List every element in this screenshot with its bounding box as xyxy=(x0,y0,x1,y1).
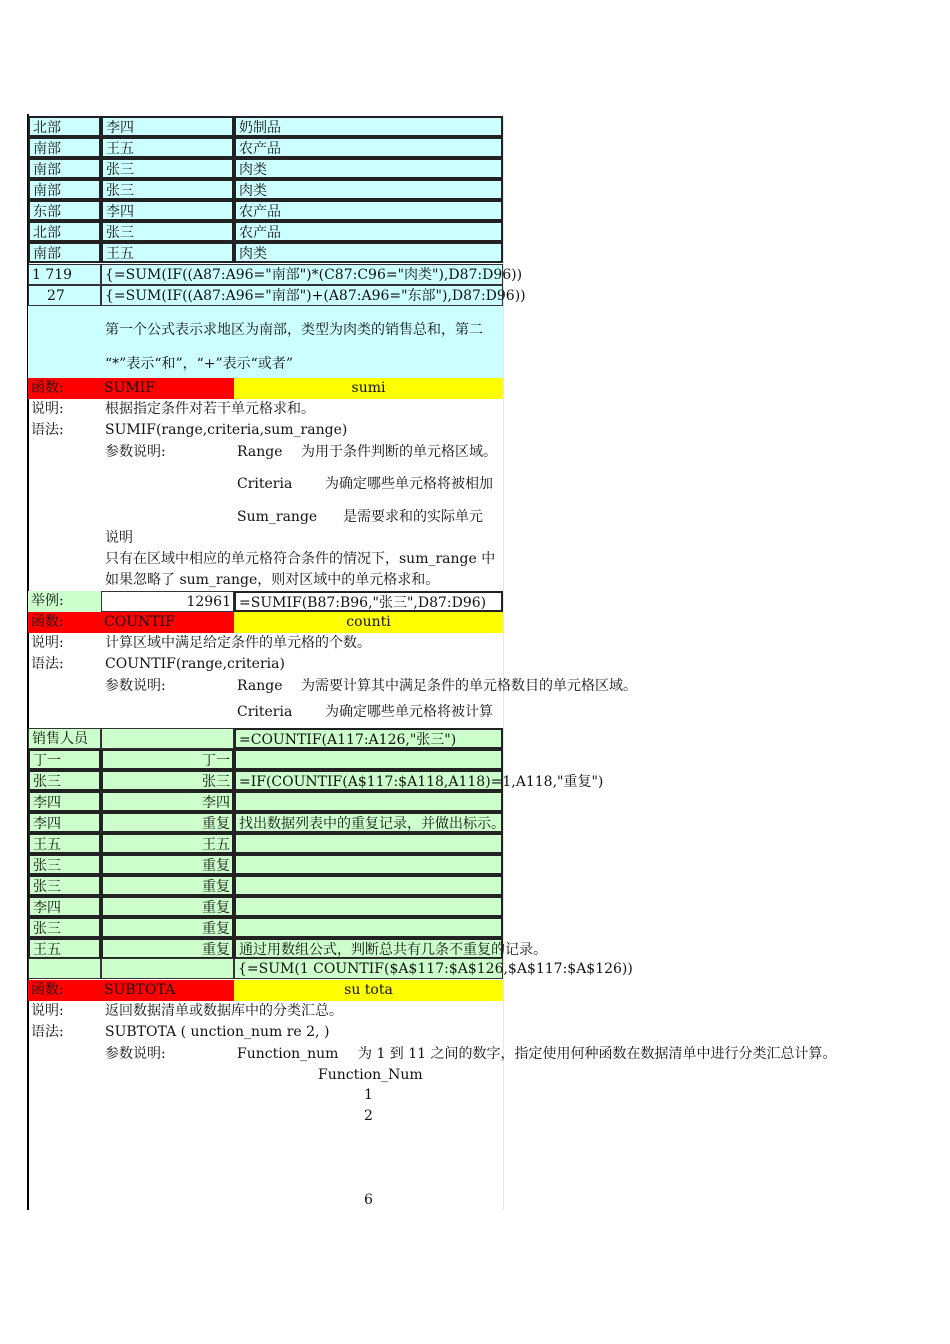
sumif-example-value[interactable]: 12961 xyxy=(101,591,234,612)
array-value-2[interactable]: 27 xyxy=(28,285,101,306)
region-cell[interactable]: 东部 xyxy=(28,200,101,221)
dup-result-cell[interactable]: 王五 xyxy=(101,833,234,854)
countif-name[interactable]: COUNTIF xyxy=(101,612,234,633)
salesperson-cell[interactable]: 李四 xyxy=(101,200,234,221)
subtotal-syntax: SUBTOTA ( unction_num re 2, ) xyxy=(105,1024,330,1040)
sumif-desc: 根据指定条件对若干单元格求和。 xyxy=(105,401,315,417)
subtotal-desc: 返回数据清单或数据库中的分类汇总。 xyxy=(105,1003,343,1019)
dup-name-cell[interactable]: 王五 xyxy=(28,938,101,959)
sumif-param2-name: Criteria xyxy=(237,476,293,492)
dup-result-cell[interactable]: 重复 xyxy=(101,938,234,959)
region-cell[interactable]: 南部 xyxy=(28,242,101,263)
region-cell[interactable]: 南部 xyxy=(28,179,101,200)
dup-last-blank-a[interactable] xyxy=(28,958,101,979)
sumif-tag[interactable]: sumi xyxy=(234,378,503,399)
sumif-name[interactable]: SUMIF xyxy=(101,378,234,399)
dup-name-cell[interactable]: 李四 xyxy=(28,791,101,812)
countif-desc: 计算区域中满足给定条件的单元格的个数。 xyxy=(105,635,371,651)
dup-note-cell[interactable] xyxy=(234,875,503,896)
subtotal-syntax-label: 语法: xyxy=(31,1024,64,1040)
salesperson-cell[interactable]: 李四 xyxy=(101,116,234,137)
sumif-label[interactable]: 函数: xyxy=(28,378,101,399)
region-cell[interactable]: 南部 xyxy=(28,158,101,179)
sumif-syntax: SUMIF(range,criteria,sum_range) xyxy=(105,422,348,438)
countif-params-label: 参数说明: xyxy=(105,678,166,694)
category-cell[interactable]: 奶制品 xyxy=(234,116,503,137)
dup-note-cell[interactable]: =IF(COUNTIF(A$117:$A118,A118)=1,A118,"重复") xyxy=(234,770,503,791)
sumif-params-label: 参数说明: xyxy=(105,444,166,460)
subtotal-label[interactable]: 函数: xyxy=(28,980,101,1001)
dup-result-cell[interactable]: 重复 xyxy=(101,896,234,917)
subtotal-tag[interactable]: su tota xyxy=(234,980,503,1001)
salesperson-cell[interactable]: 张三 xyxy=(101,221,234,242)
sumif-param3-text: 是需要求和的实际单元 xyxy=(343,509,483,525)
subtotal-num-6: 6 xyxy=(364,1192,373,1208)
array-formula-2[interactable]: {=SUM(IF((A87:A96="南部")+(A87:A96="东部"),D87:D96)) xyxy=(101,285,503,306)
dup-note-cell[interactable] xyxy=(234,896,503,917)
sumif-note-title: 说明 xyxy=(105,530,133,546)
dup-name-cell[interactable]: 李四 xyxy=(28,896,101,917)
dup-header-blank[interactable] xyxy=(101,728,234,749)
sumif-example-formula[interactable]: =SUMIF(B87:B96,"张三",D87:D96) xyxy=(234,591,503,612)
dup-result-cell[interactable]: 重复 xyxy=(101,875,234,896)
category-cell[interactable]: 农产品 xyxy=(234,137,503,158)
salesperson-cell[interactable]: 张三 xyxy=(101,158,234,179)
category-cell[interactable]: 肉类 xyxy=(234,179,503,200)
sumif-syntax-label: 语法: xyxy=(31,422,64,438)
dup-note-cell[interactable] xyxy=(234,833,503,854)
countif-param2-text: 为确定哪些单元格将被计算 xyxy=(325,704,493,720)
countif-label[interactable]: 函数: xyxy=(28,612,101,633)
dup-last-formula[interactable]: {=SUM(1 COUNTIF($A$117:$A$126,$A$117:$A$126)) xyxy=(234,958,503,979)
dup-result-cell[interactable]: 重复 xyxy=(101,917,234,938)
countif-syntax-label: 语法: xyxy=(31,656,64,672)
salesperson-cell[interactable]: 王五 xyxy=(101,137,234,158)
dup-result-cell[interactable]: 张三 xyxy=(101,770,234,791)
dup-name-cell[interactable]: 张三 xyxy=(28,875,101,896)
dup-last-blank-b[interactable] xyxy=(101,958,234,979)
dup-note-cell[interactable] xyxy=(234,917,503,938)
category-cell[interactable]: 农产品 xyxy=(234,200,503,221)
dup-name-cell[interactable]: 张三 xyxy=(28,917,101,938)
array-note-line-1: 第一个公式表示求地区为南部，类型为肉类的销售总和，第二 xyxy=(105,322,483,338)
sumif-note-2: 如果忽略了 sum_range，则对区域中的单元格求和。 xyxy=(105,572,440,588)
array-formula-1[interactable]: {=SUM(IF((A87:A96="南部")*(C87:C96="肉类"),D87:D96)) xyxy=(101,264,503,285)
subtotal-params-label: 参数说明: xyxy=(105,1046,166,1062)
category-cell[interactable]: 农产品 xyxy=(234,221,503,242)
salesperson-cell[interactable]: 王五 xyxy=(101,242,234,263)
sumif-example-label[interactable]: 举例: xyxy=(28,591,101,612)
countif-param1-name: Range xyxy=(237,678,283,694)
sumif-param1-text: 为用于条件判断的单元格区域。 xyxy=(301,444,497,460)
dup-result-cell[interactable]: 重复 xyxy=(101,812,234,833)
dup-name-cell[interactable]: 丁一 xyxy=(28,749,101,770)
dup-header-formula[interactable]: =COUNTIF(A117:A126,"张三") xyxy=(234,728,503,749)
dup-note-cell[interactable]: 找出数据列表中的重复记录，并做出标示。 xyxy=(234,812,503,833)
subtotal-param1-text: 为 1 到 11 之间的数字，指定使用何种函数在数据清单中进行分类汇总计算。 xyxy=(358,1046,837,1062)
subtotal-param1-name: Function_num xyxy=(237,1046,339,1062)
category-cell[interactable]: 肉类 xyxy=(234,158,503,179)
dup-result-cell[interactable]: 丁一 xyxy=(101,749,234,770)
sumif-param1-name: Range xyxy=(237,444,283,460)
category-cell[interactable]: 肉类 xyxy=(234,242,503,263)
countif-syntax: COUNTIF(range,criteria) xyxy=(105,656,285,672)
dup-note-cell[interactable]: 通过用数组公式，判断总共有几条不重复的记录。 xyxy=(234,938,503,959)
dup-name-cell[interactable]: 张三 xyxy=(28,770,101,791)
dup-name-cell[interactable]: 张三 xyxy=(28,854,101,875)
sumif-param3-name: Sum_range xyxy=(237,509,318,525)
dup-note-cell[interactable] xyxy=(234,854,503,875)
dup-note-cell[interactable] xyxy=(234,791,503,812)
array-note-line-2: “*”表示“和”，“+”表示“或者” xyxy=(105,356,293,372)
subtotal-desc-label: 说明: xyxy=(31,1003,64,1019)
dup-note-cell[interactable] xyxy=(234,749,503,770)
array-value-1[interactable]: 1 719 xyxy=(28,264,101,285)
subtotal-num-2: 2 xyxy=(364,1108,373,1124)
sumif-desc-label: 说明: xyxy=(31,401,64,417)
countif-desc-label: 说明: xyxy=(31,635,64,651)
countif-param2-name: Criteria xyxy=(237,704,293,720)
sumif-note-1: 只有在区域中相应的单元格符合条件的情况下，sum_range 中 xyxy=(105,551,496,567)
dup-result-cell[interactable]: 李四 xyxy=(101,791,234,812)
dup-result-cell[interactable]: 重复 xyxy=(101,854,234,875)
countif-param1-text: 为需要计算其中满足条件的单元格数目的单元格区域。 xyxy=(301,678,637,694)
subtotal-num-1: 1 xyxy=(364,1087,373,1103)
dup-header[interactable]: 销售人员 xyxy=(28,728,101,749)
region-cell[interactable]: 南部 xyxy=(28,137,101,158)
salesperson-cell[interactable]: 张三 xyxy=(101,179,234,200)
subtotal-name[interactable]: SUBTOTA xyxy=(101,980,234,1001)
region-cell[interactable]: 北部 xyxy=(28,116,101,137)
dup-name-cell[interactable]: 李四 xyxy=(28,812,101,833)
subtotal-col-header: Function_Num xyxy=(318,1067,423,1083)
array-note-cell[interactable] xyxy=(28,306,503,378)
countif-tag[interactable]: counti xyxy=(234,612,503,633)
sumif-param2-text: 为确定哪些单元格将被相加 xyxy=(325,476,493,492)
dup-name-cell[interactable]: 王五 xyxy=(28,833,101,854)
region-cell[interactable]: 北部 xyxy=(28,221,101,242)
